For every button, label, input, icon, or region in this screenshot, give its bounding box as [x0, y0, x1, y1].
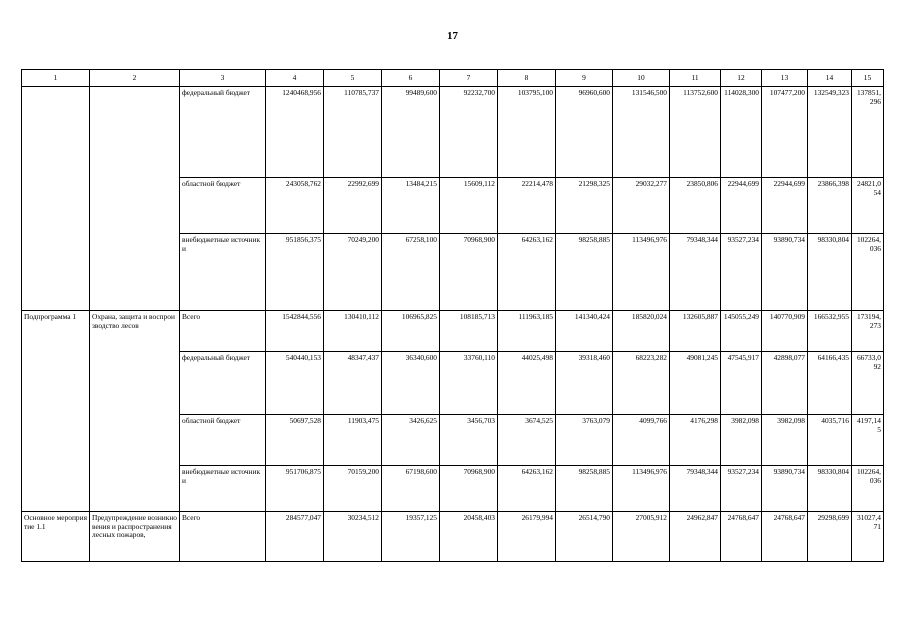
- amount-cell: 29032,277: [613, 178, 670, 234]
- amount-cell: 11903,475: [324, 415, 382, 466]
- amount-cell: 103795,100: [498, 87, 556, 178]
- amount-cell: 145055,249: [721, 311, 762, 352]
- funding-source-cell: внебюджетные источники: [180, 466, 266, 512]
- column-header: 1: [22, 70, 90, 87]
- amount-cell: 64166,435: [808, 352, 852, 415]
- amount-cell: 67258,100: [382, 234, 440, 311]
- amount-cell: 67198,600: [382, 466, 440, 512]
- amount-cell: 3982,098: [721, 415, 762, 466]
- column-header: 6: [382, 70, 440, 87]
- amount-cell: 93890,734: [762, 234, 808, 311]
- amount-cell: 3982,098: [762, 415, 808, 466]
- table-body: [22, 87, 884, 562]
- table-row: [22, 512, 884, 562]
- amount-cell: 113496,976: [613, 234, 670, 311]
- column-header: 11: [670, 70, 721, 87]
- amount-cell: 13484,215: [382, 178, 440, 234]
- amount-cell: 1240468,956: [266, 87, 324, 178]
- amount-cell: 3426,625: [382, 415, 440, 466]
- amount-cell: 22944,699: [762, 178, 808, 234]
- amount-cell: 98330,804: [808, 466, 852, 512]
- amount-cell: 113752,600: [670, 87, 721, 178]
- amount-cell: 44025,498: [498, 352, 556, 415]
- description-cell: Охрана, защита и воспроизводство лесов: [90, 311, 180, 512]
- funding-source-cell: федеральный бюджет: [180, 352, 266, 415]
- amount-cell: 951706,875: [266, 466, 324, 512]
- column-header: 14: [808, 70, 852, 87]
- amount-cell: 111963,185: [498, 311, 556, 352]
- funding-source-cell: Всего: [180, 512, 266, 562]
- amount-cell: 284577,047: [266, 512, 324, 562]
- amount-cell: 79348,344: [670, 466, 721, 512]
- amount-cell: 70968,900: [440, 466, 498, 512]
- amount-cell: 108185,713: [440, 311, 498, 352]
- amount-cell: 70159,200: [324, 466, 382, 512]
- amount-cell: 107477,200: [762, 87, 808, 178]
- amount-cell: 66733,092: [852, 352, 884, 415]
- column-header: 8: [498, 70, 556, 87]
- amount-cell: 33760,110: [440, 352, 498, 415]
- amount-cell: 26514,790: [556, 512, 613, 562]
- amount-cell: 102264,036: [852, 234, 884, 311]
- amount-cell: 540440,153: [266, 352, 324, 415]
- funding-source-cell: областной бюджет: [180, 415, 266, 466]
- amount-cell: 243058,762: [266, 178, 324, 234]
- amount-cell: 24821,054: [852, 178, 884, 234]
- amount-cell: 98258,885: [556, 234, 613, 311]
- description-cell: Предупреждение возникновения и распространения лесных пожаров,: [90, 512, 180, 562]
- amount-cell: 114028,300: [721, 87, 762, 178]
- amount-cell: 4035,716: [808, 415, 852, 466]
- amount-cell: 106965,825: [382, 311, 440, 352]
- amount-cell: 20458,403: [440, 512, 498, 562]
- amount-cell: 24768,647: [721, 512, 762, 562]
- amount-cell: 48347,437: [324, 352, 382, 415]
- amount-cell: 19357,125: [382, 512, 440, 562]
- amount-cell: 22992,699: [324, 178, 382, 234]
- amount-cell: 99489,600: [382, 87, 440, 178]
- amount-cell: 132605,887: [670, 311, 721, 352]
- amount-cell: 49081,245: [670, 352, 721, 415]
- funding-source-cell: федеральный бюджет: [180, 87, 266, 178]
- column-header: 7: [440, 70, 498, 87]
- amount-cell: 131546,500: [613, 87, 670, 178]
- amount-cell: 3674,525: [498, 415, 556, 466]
- table-row: [22, 311, 884, 352]
- amount-cell: 141340,424: [556, 311, 613, 352]
- amount-cell: 185820,024: [613, 311, 670, 352]
- amount-cell: 27005,912: [613, 512, 670, 562]
- amount-cell: 93527,234: [721, 234, 762, 311]
- column-header: 12: [721, 70, 762, 87]
- amount-cell: 96960,600: [556, 87, 613, 178]
- funding-source-cell: Всего: [180, 311, 266, 352]
- column-header: 4: [266, 70, 324, 87]
- amount-cell: 4197,145: [852, 415, 884, 466]
- amount-cell: 137851,296: [852, 87, 884, 178]
- amount-cell: 22214,478: [498, 178, 556, 234]
- amount-cell: 3456,703: [440, 415, 498, 466]
- column-header: 9: [556, 70, 613, 87]
- program-name-cell: Подпрограмма 1: [22, 311, 90, 512]
- amount-cell: 98258,885: [556, 466, 613, 512]
- amount-cell: 29298,699: [808, 512, 852, 562]
- amount-cell: 30234,512: [324, 512, 382, 562]
- column-header: 10: [613, 70, 670, 87]
- amount-cell: 50697,528: [266, 415, 324, 466]
- amount-cell: 70249,200: [324, 234, 382, 311]
- description-cell: [90, 87, 180, 311]
- amount-cell: 47545,917: [721, 352, 762, 415]
- budget-table: [21, 69, 884, 562]
- column-header: 5: [324, 70, 382, 87]
- funding-source-cell: областной бюджет: [180, 178, 266, 234]
- amount-cell: 21298,325: [556, 178, 613, 234]
- amount-cell: 39318,460: [556, 352, 613, 415]
- column-header: 2: [90, 70, 180, 87]
- amount-cell: 173194,273: [852, 311, 884, 352]
- amount-cell: 36340,600: [382, 352, 440, 415]
- amount-cell: 4099,766: [613, 415, 670, 466]
- amount-cell: 26179,994: [498, 512, 556, 562]
- funding-source-cell: внебюджетные источники: [180, 234, 266, 311]
- column-header: 15: [852, 70, 884, 87]
- amount-cell: 23850,806: [670, 178, 721, 234]
- amount-cell: 132549,323: [808, 87, 852, 178]
- amount-cell: 98330,804: [808, 234, 852, 311]
- amount-cell: 92232,700: [440, 87, 498, 178]
- amount-cell: 24768,647: [762, 512, 808, 562]
- amount-cell: 102264,036: [852, 466, 884, 512]
- amount-cell: 93527,234: [721, 466, 762, 512]
- table-row: [22, 87, 884, 178]
- amount-cell: 64263,162: [498, 234, 556, 311]
- amount-cell: 1542844,556: [266, 311, 324, 352]
- amount-cell: 42898,077: [762, 352, 808, 415]
- table-header-row: [22, 70, 884, 87]
- amount-cell: 22944,699: [721, 178, 762, 234]
- amount-cell: 24962,847: [670, 512, 721, 562]
- amount-cell: 23866,398: [808, 178, 852, 234]
- amount-cell: 951856,375: [266, 234, 324, 311]
- amount-cell: 130410,112: [324, 311, 382, 352]
- amount-cell: 140770,909: [762, 311, 808, 352]
- column-header: 13: [762, 70, 808, 87]
- page-number: 17: [447, 30, 458, 42]
- amount-cell: 166532,955: [808, 311, 852, 352]
- column-header: 3: [180, 70, 266, 87]
- amount-cell: 31027,471: [852, 512, 884, 562]
- amount-cell: 93890,734: [762, 466, 808, 512]
- amount-cell: 3763,079: [556, 415, 613, 466]
- amount-cell: 64263,162: [498, 466, 556, 512]
- amount-cell: 68223,282: [613, 352, 670, 415]
- amount-cell: 70968,900: [440, 234, 498, 311]
- amount-cell: 79348,344: [670, 234, 721, 311]
- amount-cell: 4176,298: [670, 415, 721, 466]
- program-name-cell: [22, 87, 90, 311]
- program-name-cell: Основное мероприятие 1.1: [22, 512, 90, 562]
- amount-cell: 15609,112: [440, 178, 498, 234]
- amount-cell: 113496,976: [613, 466, 670, 512]
- amount-cell: 110785,737: [324, 87, 382, 178]
